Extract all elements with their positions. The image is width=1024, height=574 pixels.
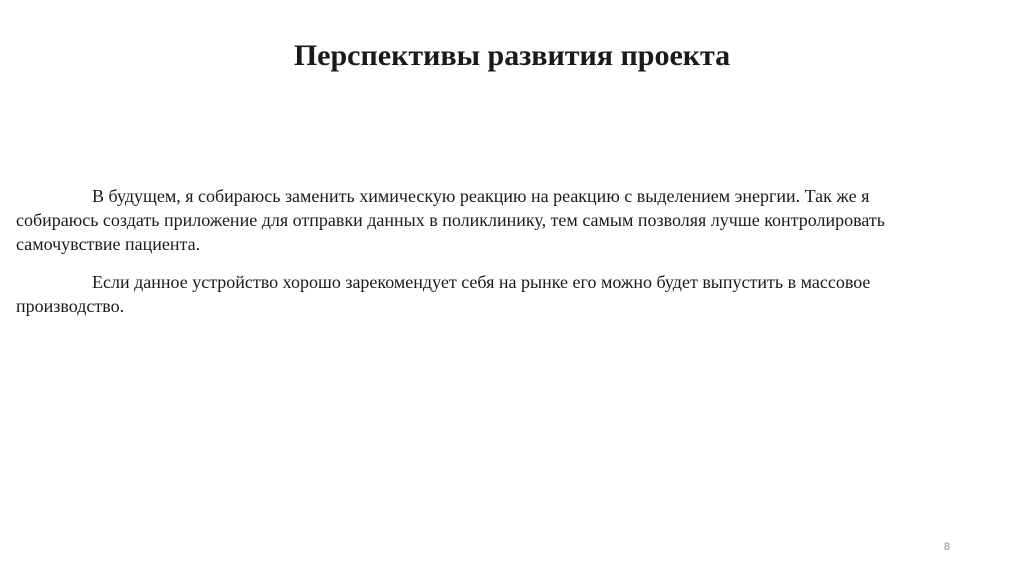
paragraph-mass-production: Если данное устройство хорошо зарекомендует себя на рынке его можно будет выпустить в массовое производство. (16, 272, 871, 316)
slide-title: Перспективы развития проекта (293, 39, 731, 72)
slide-body (16, 184, 946, 318)
page-number: 8 (943, 541, 950, 553)
paragraph-future-plans: В будущем, я собираюсь заменить химическую реакцию на реакцию с выделением энергии. Так же я собираюсь создать приложение для отправки данных в поликлинику, тем самым позволяя лучше контролировать самочувствие пациента. (16, 186, 885, 254)
